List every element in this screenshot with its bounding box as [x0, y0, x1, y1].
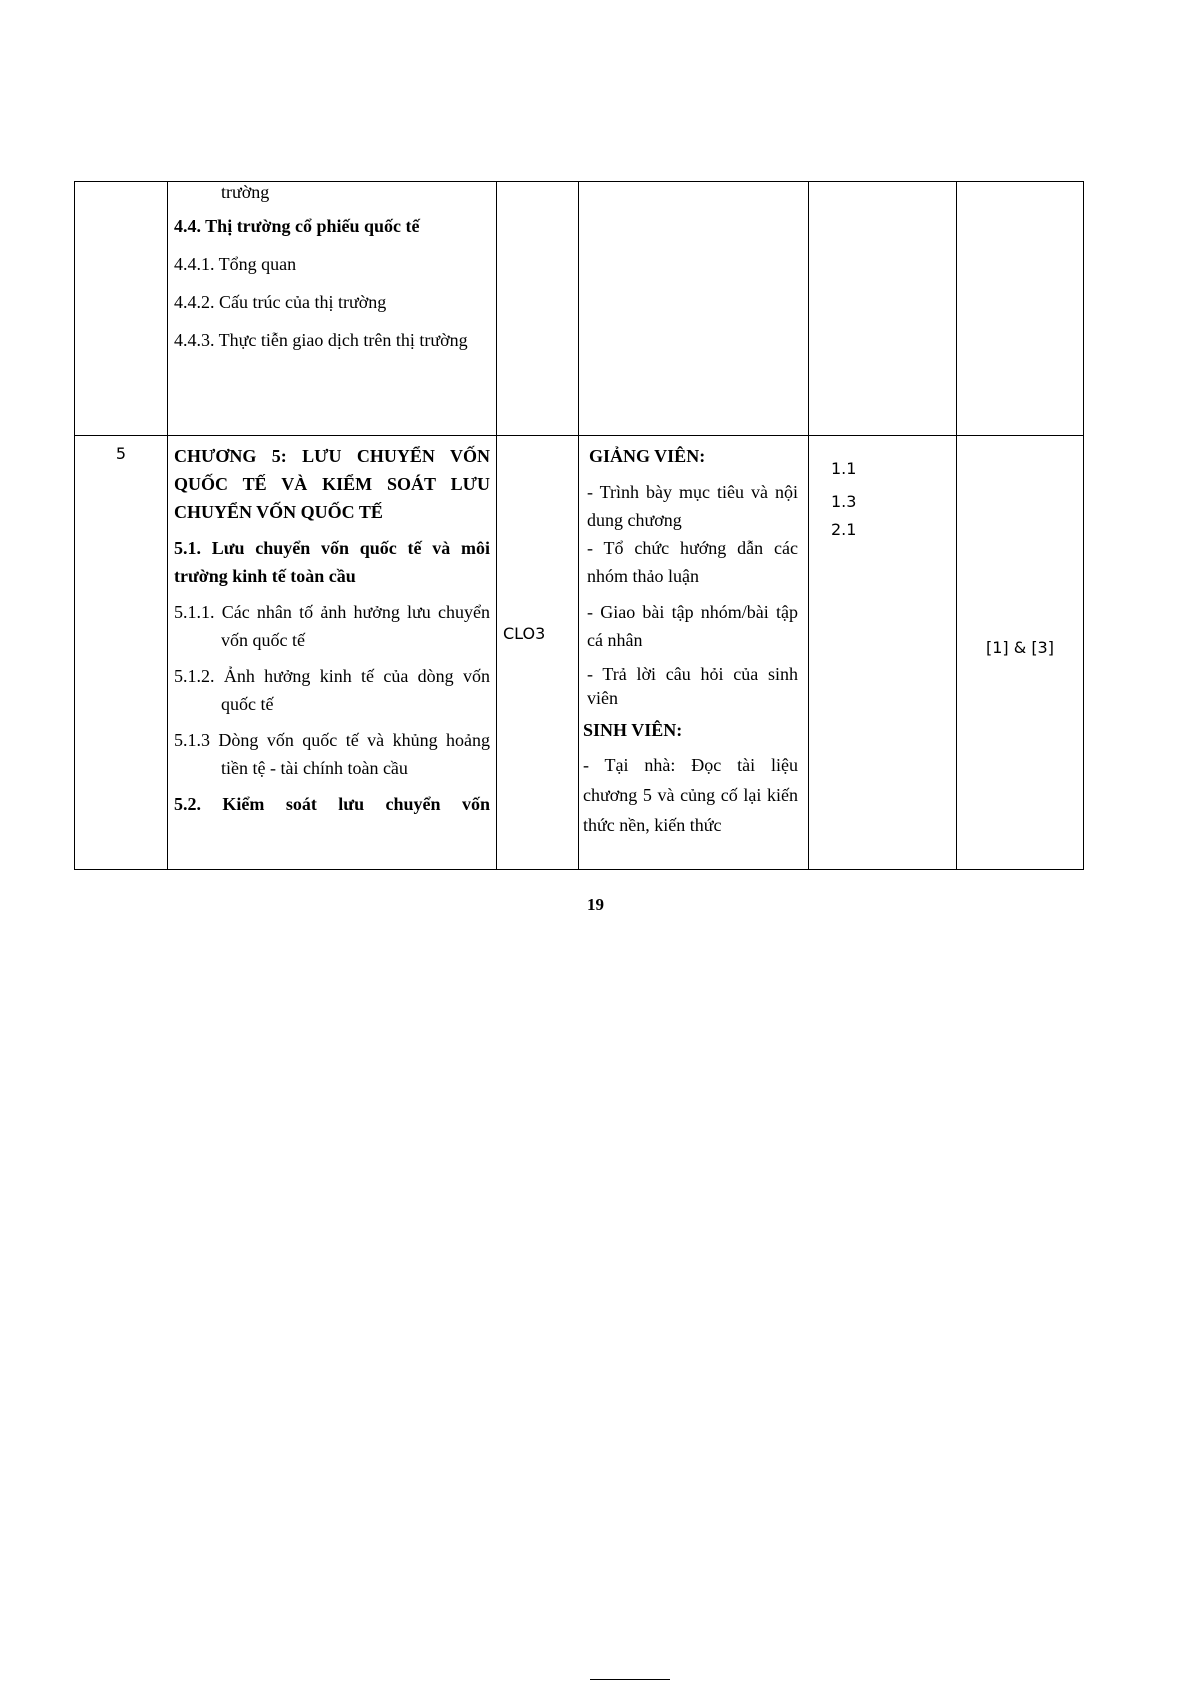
content-line: 4.4.1. Tổng quan — [174, 254, 297, 274]
syllabus-table — [74, 181, 1084, 870]
lecturer-heading: GIẢNG VIÊN: — [589, 446, 706, 466]
activity-cell — [579, 436, 809, 870]
plo-cell — [809, 182, 957, 436]
content-cell — [168, 182, 497, 436]
footer-divider — [590, 1679, 670, 1680]
reference-cell — [957, 436, 1084, 870]
plo-value: 1.1 — [831, 459, 857, 478]
week-cell — [75, 182, 168, 436]
clo-cell — [497, 436, 579, 870]
content-line: 5.1.2. Ảnh hưởng kinh tế của dòng vốn quốc tế — [174, 666, 490, 714]
reference-cell — [957, 182, 1084, 436]
content-line: 5.1.1. Các nhân tố ảnh hưởng lưu chuyển vốn quốc tế — [174, 602, 490, 650]
plo-value: 2.1 — [831, 520, 857, 539]
table-row — [75, 436, 1084, 870]
page-number: 19 — [587, 895, 604, 914]
plo-value: 1.3 — [831, 492, 857, 511]
clo-value: CLO3 — [503, 624, 546, 643]
lecturer-item: - Trả lời câu hỏi của sinh viên — [587, 664, 798, 708]
content-cell — [168, 436, 497, 870]
content-line: trường — [221, 182, 270, 202]
section-heading: 5.1. Lưu chuyển vốn quốc tế và môi trường kinh tế toàn cầu — [174, 538, 490, 586]
activity-cell — [579, 182, 809, 436]
reference-value: [1] & [3] — [986, 638, 1054, 657]
chapter-title: CHƯƠNG 5: LƯU CHUYỂN VỐN QUỐC TẾ VÀ KIỂM SOÁT LƯU CHUYỂN VỐN QUỐC TẾ — [174, 446, 490, 522]
week-cell — [75, 436, 168, 870]
lecturer-item: - Trình bày mục tiêu và nội dung chương — [587, 482, 798, 530]
section-heading: 4.4. Thị trường cổ phiếu quốc tế — [174, 216, 420, 236]
lecturer-item: - Giao bài tập nhóm/bài tập cá nhân — [587, 602, 798, 650]
plo-cell — [809, 436, 957, 870]
lecturer-item: - Tổ chức hướng dẫn các nhóm thảo luận — [587, 538, 798, 586]
student-heading: SINH VIÊN: — [583, 720, 683, 740]
content-line: 4.4.2. Cấu trúc của thị trường — [174, 292, 387, 312]
student-text: - Tại nhà: Đọc tài liệu chương 5 và củng cố lại kiến thức nền, kiến thức — [583, 755, 798, 835]
content-line: 4.4.3. Thực tiễn giao dịch trên thị trường — [174, 330, 468, 350]
table-row — [75, 182, 1084, 436]
content-line: 5.1.3 Dòng vốn quốc tế và khủng hoảng tiền tệ - tài chính toàn cầu — [174, 730, 490, 778]
clo-cell — [497, 182, 579, 436]
section-heading: 5.2. Kiểm soát lưu chuyển vốn — [174, 794, 490, 814]
week-number: 5 — [115, 444, 127, 463]
